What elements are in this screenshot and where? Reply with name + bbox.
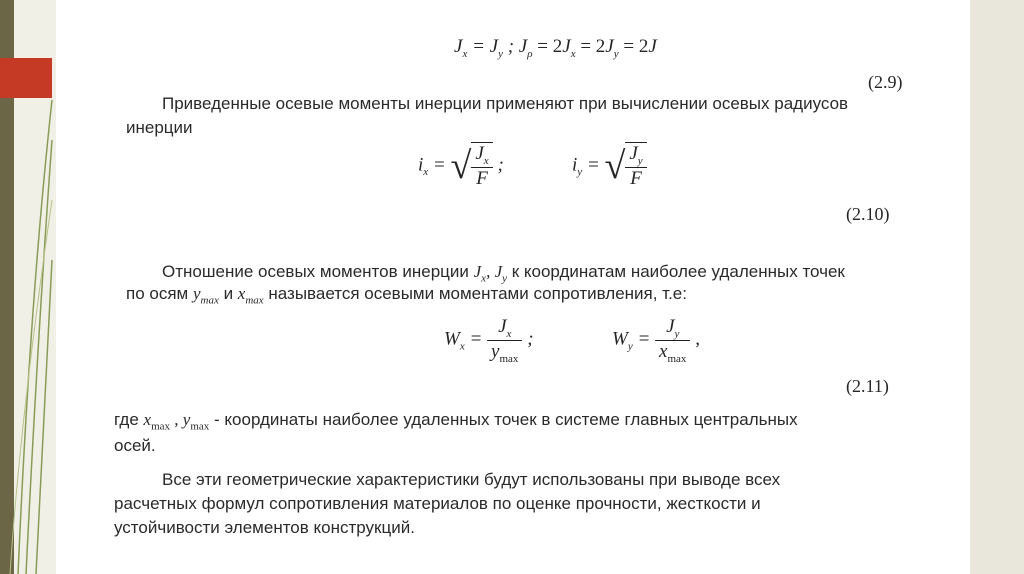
document-page: [56, 0, 970, 574]
right-margin: [969, 0, 1024, 574]
slide-accent-tab: [0, 58, 52, 98]
paragraph-line: расчетных формул сопротивления материалов по оценке прочности, жесткости и: [114, 494, 761, 513]
equation-2-10-iy: $i_y$ = √ $\frac{J_y}{F}$: [572, 142, 647, 190]
paragraph-line: устойчивости элементов конструкций.: [114, 518, 415, 537]
equation-number-2-10: (2.10): [846, 204, 890, 224]
paragraph-line: Все эти геометрические характеристики будут использованы при выводе всех: [162, 470, 781, 489]
paragraph-line: Приведенные осевые моменты инерции применяют при вычислении осевых радиусов: [162, 94, 849, 113]
paragraph-line: осей.: [114, 436, 156, 455]
paragraph-line: Отношение осевых моментов инерции $J_x$, $J_y$ к координатам наиболее удаленных точек: [162, 262, 845, 285]
paragraph-line: по осям $y_{max}$ и $x_{max}$ называется осевыми моментами сопротивления, т.е:: [126, 284, 687, 307]
equation-2-9: $J_x = J_y$ ; $J_\rho = 2J_x = 2J_y = 2J$: [454, 36, 657, 60]
equation-number-2-11: (2.11): [846, 376, 889, 396]
equation-2-10-ix: $i_x$ = √ $\frac{J_x}{F}$ ;: [418, 143, 504, 189]
equation-2-11-wy: $W_y$ = $\frac{J_y}{x_{max}}$ ,: [612, 316, 700, 365]
equation-2-11-wx: $W_x$ = $\frac{J_x}{y_{max}}$ ;: [444, 316, 534, 365]
paragraph-line: где $x_{max}$ , $y_{max}$ - координаты наиболее удаленных точек в системе главных центральных: [114, 410, 798, 433]
equation-number-2-9: (2.9): [868, 72, 903, 92]
paragraph-line: инерции: [126, 118, 193, 137]
